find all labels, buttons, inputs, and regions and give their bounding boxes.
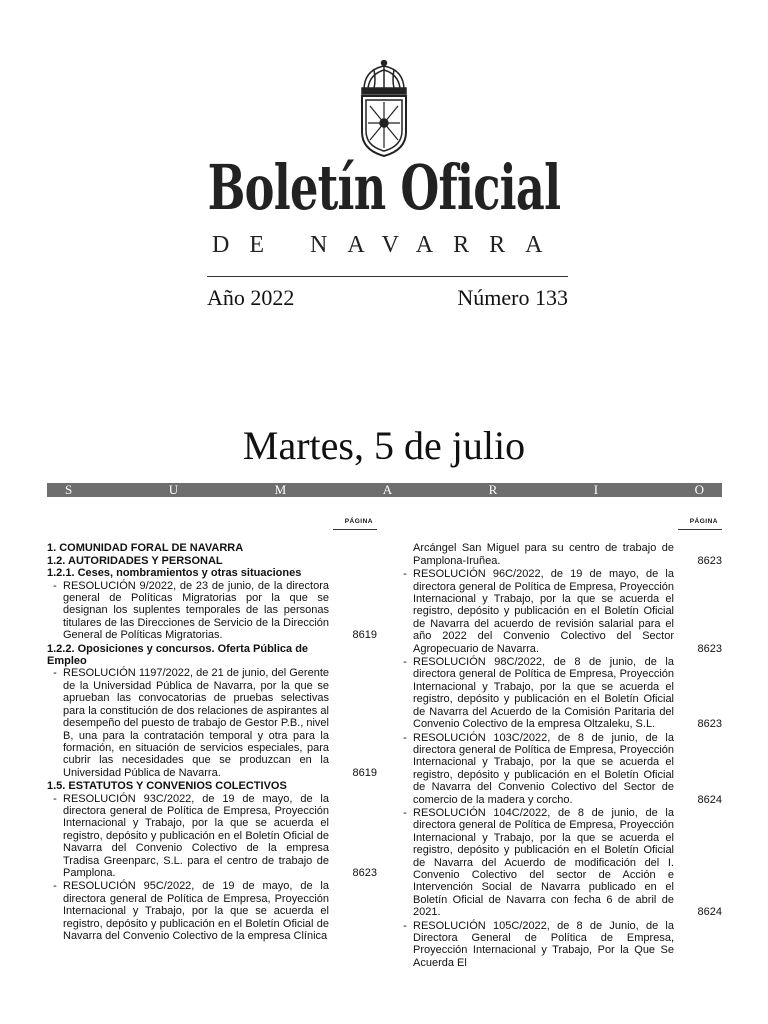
entry-text: RESOLUCIÓN 105C/2022, de 8 de Junio, de la Directora General de Política de Empresa, Proyección Internacional y Trabajo, Por la Que Se Acuerda El: [413, 919, 674, 969]
list-item[interactable]: - RESOLUCIÓN 1197/2022, de 21 de junio, del Gerente de la Universidad Pública de Navarra, por la que se aprueban las convocatorias de pruebas selectivas para la constitución de dos relaciones de aspirantes al desempeño del puesto de trabajo de Gestor P.B., nivel B, una para la contratación temporal y otra para la formación, en situación de servicios especiales, para cubrir las necesidades que se produzcan en la Universidad Pública de Navarra. 8619: [53, 667, 377, 779]
list-item[interactable]: - RESOLUCIÓN 103C/2022, de 8 de junio, de la directora general de Política de Empresa, Proyección Internacional y Trabajo, por la que se acuerda el registro, depósito y publicación en el Boletín Oficial de Navarra del Convenio Colectivo del Sector de comercio de la madera y corcho. 8624: [403, 731, 722, 806]
sumario-letter: M: [274, 482, 287, 497]
entry-text: RESOLUCIÓN 104C/2022, de 8 de junio, de la directora general de Política de Empresa, Proyección Internacional y Trabajo, por la que se acuerda el registro, depósito y publicación en el Boletín Oficial de Navarra del Acuerdo de modificación del I. Convenio Colectivo del sector de Acción e Intervención Social de Navarra publicado en el Boletín Oficial de Navarra con fecha 6 de abril de 2021.: [413, 806, 674, 919]
page-number: 8623: [697, 642, 722, 655]
pagina-header: PÁGINA: [397, 516, 722, 530]
page-number: 8623: [697, 554, 722, 567]
list-item[interactable]: - RESOLUCIÓN 105C/2022, de 8 de Junio, de la Directora General de Política de Empresa, Proyección Internacional y Trabajo, Por la Que Se Acuerda El: [403, 919, 674, 969]
entry-text: RESOLUCIÓN 103C/2022, de 8 de junio, de la directora general de Política de Empresa, Proyección Internacional y Trabajo, por la que se acuerda el registro, depósito y publicación en el Boletín Oficial de Navarra del Convenio Colectivo del Sector de comercio de la madera y corcho.: [413, 731, 674, 806]
navarra-coat-of-arms-icon: [352, 60, 416, 160]
summary-column-right: [397, 516, 722, 970]
list-item[interactable]: - RESOLUCIÓN 95C/2022, de 19 de mayo, de la directora general de Política de Empresa, Proyección Internacional y Trabajo, por la que se acuerda el registro, depósito y publicación en el Boletín Oficial de Navarra del Convenio Colectivo de la empresa Clínica: [53, 880, 329, 942]
sumario-letter: A: [382, 482, 393, 497]
summary-column-left: [47, 516, 377, 943]
issue-date: Martes, 5 de julio: [242, 423, 526, 468]
list-item[interactable]: - RESOLUCIÓN 93C/2022, de 19 de mayo, de la directora general de Política de Empresa, Proyección Internacional y Trabajo, por la que se acuerda el registro, depósito y publicación en el Boletín Oficial de Navarra del Convenio Colectivo de la empresa Tradisa Greenparc, S.L. para el centro de trabajo de Pamplona. 8623: [53, 792, 377, 879]
section-heading: 1.2.2. Oposiciones y concursos. Oferta Pública de Empleo: [47, 642, 309, 668]
sumario-banner: [47, 483, 722, 497]
entry-text: RESOLUCIÓN 96C/2022, de 19 de mayo, de la directora general de Política de Empresa, Proyección Internacional y Trabajo, por la que se acuerda el registro, depósito y publicación en el Boletín Oficial de Navarra del acuerdo de revisión salarial para el año 2022 del Convenio Colectivo del Sector Agropecuario de Navarra.: [413, 568, 674, 655]
section-heading: 1.5. ESTATUTOS Y CONVENIOS COLECTIVOS: [47, 780, 287, 793]
section-heading: 1.2. AUTORIDADES Y PERSONAL: [47, 554, 223, 567]
page-number: 8624: [697, 906, 722, 919]
page-number: 8619: [352, 629, 377, 642]
page-number: 8623: [697, 718, 722, 731]
entry-text: RESOLUCIÓN 98C/2022, de 8 de junio, de la directora general de Política de Empresa, Proyección Internacional y Trabajo, por la que se acuerda el registro, depósito y publicación en el Boletín Oficial de Navarra del Acuerdo de la Comisión Paritaria del Convenio Colectivo de la empresa Oltzaleku, S.L.: [413, 656, 674, 731]
entry-text: RESOLUCIÓN 1197/2022, de 21 de junio, del Gerente de la Universidad Pública de Navarra, por la que se aprueban las convocatorias de pruebas selectivas para la constitución de dos relaciones de aspirantes al desempeño del puesto de trabajo de Gestor P.B., nivel B, una para la contratación temporal y otra para la formación, en situación de servicios especiales, para cubrir las necesidades que se produzcan en la Universidad Pública de Navarra.: [63, 667, 329, 779]
newspaper-subtitle: DE NAVARRA: [212, 232, 563, 258]
entry-text: RESOLUCIÓN 9/2022, de 23 de junio, de la directora general de Políticas Migratorias por la que se designan los suplentes temporales de las personas titulares de las Direcciones de Servicio de la Dirección General de Políticas Migratorias.: [63, 579, 329, 642]
sumario-letter: U: [168, 482, 179, 497]
section-heading: 1.2.1. Ceses, nombramientos y otras situaciones: [47, 567, 302, 580]
issue-year: Año 2022: [207, 285, 295, 310]
section-heading: 1. COMUNIDAD FORAL DE NAVARRA: [47, 542, 244, 555]
page-number: 8623: [352, 866, 377, 879]
page-number: 8624: [697, 793, 722, 806]
list-item[interactable]: - RESOLUCIÓN 9/2022, de 23 de junio, de la directora general de Políticas Migratorias por la que se designan los suplentes temporales de las personas titulares de las Direcciones de Servicio de la Dirección General de Políticas Migratorias. 8619: [53, 579, 377, 642]
sumario-letter: O: [694, 482, 704, 497]
list-item[interactable]: - RESOLUCIÓN 98C/2022, de 8 de junio, de la directora general de Política de Empresa, Proyección Internacional y Trabajo, por la que se acuerda el registro, depósito y publicación en el Boletín Oficial de Navarra del Acuerdo de la Comisión Paritaria del Convenio Colectivo de la empresa Oltzaleku, S.L. 8623: [403, 656, 722, 731]
newspaper-title: Boletín Oficial: [207, 151, 561, 224]
entry-text: Arcángel San Miguel para su centro de trabajo de Pamplona-Iruñea.: [413, 542, 674, 567]
list-item[interactable]: - RESOLUCIÓN 104C/2022, de 8 de junio, de la directora general de Política de Empresa, Proyección Internacional y Trabajo, por la que se acuerda el registro, depósito y publicación en el Boletín Oficial de Navarra del Acuerdo de modificación del I. Convenio Colectivo del sector de Acción e Intervención Social de Navarra publicado en el Boletín Oficial de Navarra con fecha 6 de abril de 2021. 8624: [403, 806, 722, 919]
issue-number: Número 133: [457, 285, 568, 310]
sumario-letter: S: [65, 482, 73, 497]
entry-text: RESOLUCIÓN 95C/2022, de 19 de mayo, de la directora general de Política de Empresa, Proyección Internacional y Trabajo, por la que se acuerda el registro, depósito y publicación en el Boletín Oficial de Navarra del Convenio Colectivo de la empresa Clínica: [63, 880, 329, 942]
pagina-header: PÁGINA: [47, 516, 377, 530]
entry-text: RESOLUCIÓN 93C/2022, de 19 de mayo, de la directora general de Política de Empresa, Proyección Internacional y Trabajo, por la que se acuerda el registro, depósito y publicación en el Boletín Oficial de Navarra del Convenio Colectivo de la empresa Tradisa Greenparc, S.L. para el centro de trabajo de Pamplona.: [63, 792, 329, 879]
sumario-letter: I: [593, 482, 599, 497]
list-item[interactable]: - RESOLUCIÓN 96C/2022, de 19 de mayo, de la directora general de Política de Empresa, Proyección Internacional y Trabajo, por la que se acuerda el registro, depósito y publicación en el Boletín Oficial de Navarra del acuerdo de revisión salarial para el año 2022 del Convenio Colectivo del Sector Agropecuario de Navarra. 8623: [403, 568, 722, 655]
masthead-divider: [207, 276, 568, 277]
page-number: 8619: [352, 766, 377, 779]
sumario-letter: R: [488, 482, 498, 497]
list-item[interactable]: [397, 542, 722, 567]
